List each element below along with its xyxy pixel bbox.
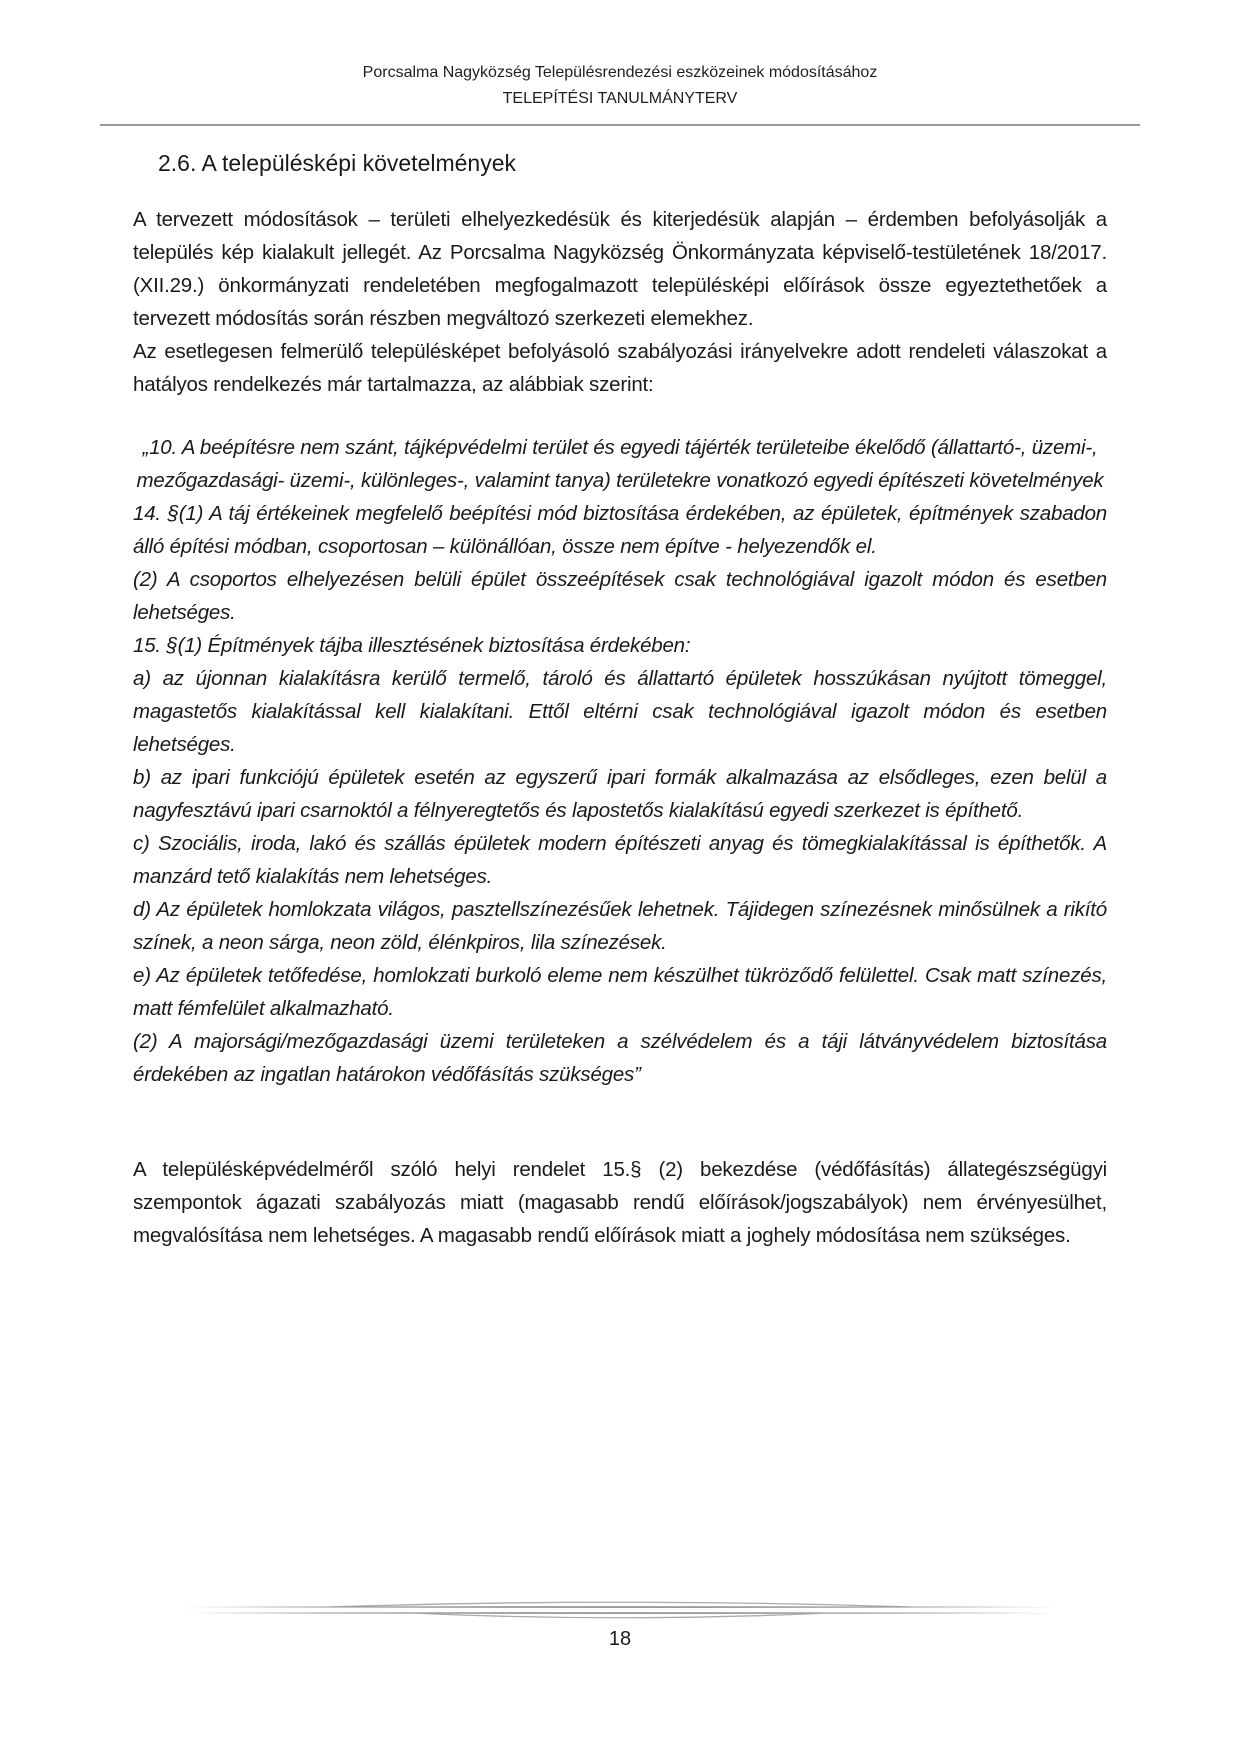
- paragraph-closing: A településképvédelméről szóló helyi rendelet 15.§ (2) bekezdése (védőfásítás) állategészségügyi szempontok ágazati szabályozás miatt (magasabb rendű előírások/jogszabályok) nem érvényesülhet, megvalósítása nem lehetséges. A magasabb rendű előírások miatt a joghely módosítása nem szükséges.: [133, 1158, 1107, 1247]
- quote-item-15-1: 15. §(1) Építmények tájba illesztésének biztosítása érdekében:: [133, 634, 691, 657]
- page-content: [133, 150, 1107, 1252]
- quote-item-15-2: (2) A majorsági/mezőgazdasági üzemi területeken a szélvédelem és a táji látványvédelem biztosítása érdekében az ingatlan határokon védőfásítás szükséges”: [133, 1030, 1107, 1086]
- page-footer: [0, 1596, 1240, 1651]
- quote-item-15-b: b) az ipari funkciójú épületek esetén az egyszerű ipari formák alkalmazása az elsődleges, ezen belül a nagyfesztávú ipari csarnoktól a félnyeregtetős és lapostetős kialakítású egyedi szerkezet is építhető.: [133, 766, 1107, 822]
- footer-decorative-divider: [180, 1596, 1060, 1626]
- quote-item-15-c: c) Szociális, iroda, lakó és szállás épületek modern építészeti anyag és tömegkialakítással is építhetők. A manzárd tető kialakítás nem lehetséges.: [133, 832, 1107, 888]
- page-number: 18: [608, 1628, 632, 1650]
- quote-title: „10. A beépítésre nem szánt, tájképvédelmi terület és egyedi tájérték területeibe ékelődő (állattartó-, üzemi-, mezőgazdasági- üzemi-, különleges-, valamint tanya) területekre vonatkozó egyedi építészeti követelmények: [136, 436, 1104, 492]
- quote-item-15-e: e) Az épületek tetőfedése, homlokzati burkoló eleme nem készülhet tükröződő felülettel. Csak matt színezés, matt fémfelület alkalmazható.: [133, 964, 1107, 1020]
- quote-item-14-2: (2) A csoportos elhelyezésen belüli épület összeépítések csak technológiával igazolt módon és esetben lehetséges.: [133, 568, 1107, 624]
- section-title: 2.6. A településképi követelmények: [158, 150, 517, 176]
- quote-item-15-a: a) az újonnan kialakításra kerülő termelő, tároló és állattartó épületek hosszúkásan nyújtott tömeggel, magastetős kialakítással kell kialakítani. Ettől eltérni csak technológiával igazolt módon és esetben lehetséges.: [133, 667, 1107, 756]
- quote-item-15-d: d) Az épületek homlokzata világos, pasztellszínezésűek lehetnek. Tájidegen színezésnek minősülnek a rikító színek, a neon sárga, neon zöld, élénkpiros, lila színezések.: [133, 898, 1107, 954]
- paragraph-modifications: A tervezett módosítások – területi elhelyezkedésük és kiterjedésük alapján – érdemben befolyásolják a település kép kialakult jellegét. Az Porcsalma Nagyközség Önkormányzata képviselő-testületének 18/2017. (XII.29.) önkormányzati rendeletében megfogalmazott településképi előírások össze egyeztethetőek a tervezett módosítás során részben megváltozó szerkezeti elemekhez.: [133, 208, 1107, 330]
- paragraph-regulation-intro: Az esetlegesen felmerülő településképet befolyásoló szabályozási irányelvekre adott rendeleti válaszokat a hatályos rendelkezés már tartalmazza, az alábbiak szerint:: [133, 340, 1107, 396]
- header-divider-line: [100, 124, 1140, 126]
- header-document-title: Porcsalma Nagyközség Településrendezési eszközeinek módosításához: [362, 64, 878, 81]
- quote-item-14-1: 14. §(1) A táj értékeinek megfelelő beépítési mód biztosítása érdekében, az épületek, építmények szabadon álló építési módban, csoportosan – különállóan, össze nem építve - helyezendők el.: [133, 502, 1107, 558]
- header-document-subtitle: TELEPÍTÉSI TANULMÁNYTERV: [502, 90, 738, 107]
- page-header: [0, 0, 1240, 112]
